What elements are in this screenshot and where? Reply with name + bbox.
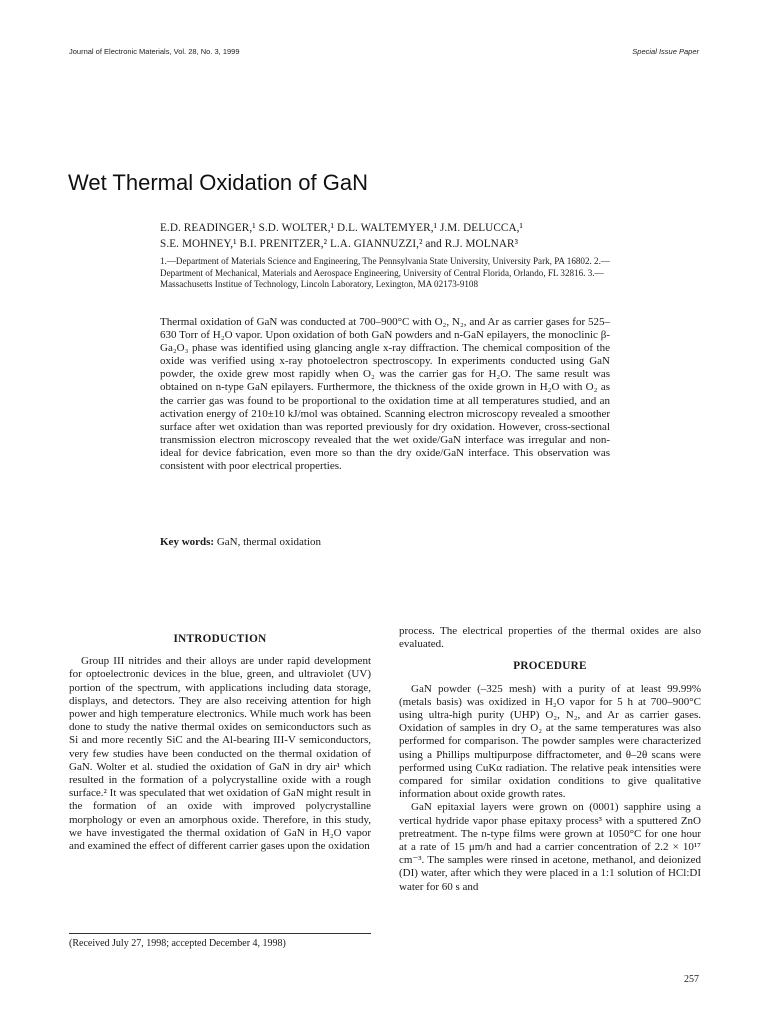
keywords-label: Key words: xyxy=(160,536,215,548)
article-title: Wet Thermal Oxidation of GaN xyxy=(68,170,368,195)
footnote-divider xyxy=(69,933,371,934)
right-column xyxy=(399,625,701,894)
continued-paragraph: process. The electrical properties of the thermal oxides are also evaluated. xyxy=(399,625,701,651)
section-heading-procedure: PROCEDURE xyxy=(513,660,587,673)
procedure-paragraph: GaN powder (–325 mesh) with a purity of at least 99.99% (metals basis) was oxidized in H₂O vapor for 5 h at 700–900°C using ultra-high purity (UHP) O₂, N₂, and Ar as carrier gases. Oxidation of samples in dry O₂ at the same temperatures was also performed for comparison. The powder samples were characterized using a Phillips multipurpose diffractometer, and θ–2θ scans were performed using CuKα radiation. The relative peak intensities were compared for similar oxidation conditions to give qualitative information about oxide growth rates. xyxy=(399,682,701,801)
keywords xyxy=(160,536,321,548)
left-column xyxy=(69,624,371,853)
introduction-paragraph: Group III nitrides and their alloys are under rapid development for optoelectronic devices in the blue, green, and ultraviolet (UV) portion of the spectrum, with applications including data storage, displays, and detectors. They are also receiving attention for high power and high temperature electronics. While much work has been done to study the native thermal oxides on semiconductors such as Si and more recently SiC and the Al-bearing III-V semiconductors, very few studies have been conducted on the thermal oxidation of GaN. Wolter et al. studied the oxidation of GaN in dry air¹ which resulted in the formation of a polycrystalline oxide with a rough surface.² It was speculated that wet oxidation of GaN might result in the formation of an oxide with improved polycrystalline morphology or even an amorphous oxide. Therefore, in this study, we have investigated the thermal oxidation of GaN in H₂O vapor and examined the effect of different carrier gases upon the oxidation xyxy=(69,655,371,853)
page-number: 257 xyxy=(684,974,699,985)
author-line: S.E. MOHNEY,¹ B.I. PRENITZER,² L.A. GIANNUZZI,² and R.J. MOLNAR³ xyxy=(160,238,519,250)
issue-type-label: Special Issue Paper xyxy=(632,47,699,56)
received-dates: (Received July 27, 1998; accepted December 4, 1998) xyxy=(69,938,286,949)
affiliations: 1.—Department of Materials Science and Engineering, The Pennsylvania State University, University Park, PA 16802. 2.—Department of Mechanical, Materials and Aerospace Engineering, University of Central Florida, Orlando, FL 32816. 3.—Massachusetts Institue of Technology, Lincoln Laboratory, Lexington, MA 02173-9108 xyxy=(160,256,610,290)
section-heading-introduction: INTRODUCTION xyxy=(173,633,267,645)
keywords-value: GaN, thermal oxidation xyxy=(216,536,321,548)
author-line: E.D. READINGER,¹ S.D. WOLTER,¹ D.L. WALTEMYER,¹ J.M. DELUCCA,¹ xyxy=(160,222,524,234)
abstract: Thermal oxidation of GaN was conducted at 700–900°C with O₂, N₂, and Ar as carrier gases for 525–630 Torr of H₂O vapor. Upon oxidation of both GaN powders and n-GaN epilayers, the monoclinic β-Ga₂O₃ phase was identified using glancing angle x-ray diffraction. The chemical composition of the oxide was verified using x-ray photoelectron spectroscopy. In experiments conducted using GaN powder, the oxide grew most rapidly when O₂ was the carrier gas for H₂O. The same result was obtained on n-type GaN epilayers. Furthermore, the thickness of the oxide grown in H₂O with O₂ as the carrier gas was found to be proportional to the oxidation time at all temperatures studied, and an activation energy of 210±10 kJ/mol was obtained. Scanning electron microscopy revealed a smoother surface after wet oxidation than was reported previously for dry oxidation. However, cross-sectional transmission electron microscopy revealed that the wet oxide/GaN interface was irregular and non-ideal for device fabrication, even more so than the dry oxide/GaN interface. This observation was consistent with poor electrical properties. xyxy=(160,316,610,473)
procedure-paragraph: GaN epitaxial layers were grown on (0001) sapphire using a vertical hydride vapor phase epitaxy process³ with a sputtered ZnO pretreatment. The n-type films were grown at 1050°C for one hour at a rate of 15 μm/h and had a carrier concentration of 2.2 × 10¹⁷ cm⁻³. The samples were rinsed in acetone, methanol, and deionized (DI) water, after which they were placed in a 1:1 solution of HCl:DI water for 60 s and xyxy=(399,801,701,893)
author-list xyxy=(160,220,720,252)
journal-header: Journal of Electronic Materials, Vol. 28, No. 3, 1999 xyxy=(69,47,240,56)
